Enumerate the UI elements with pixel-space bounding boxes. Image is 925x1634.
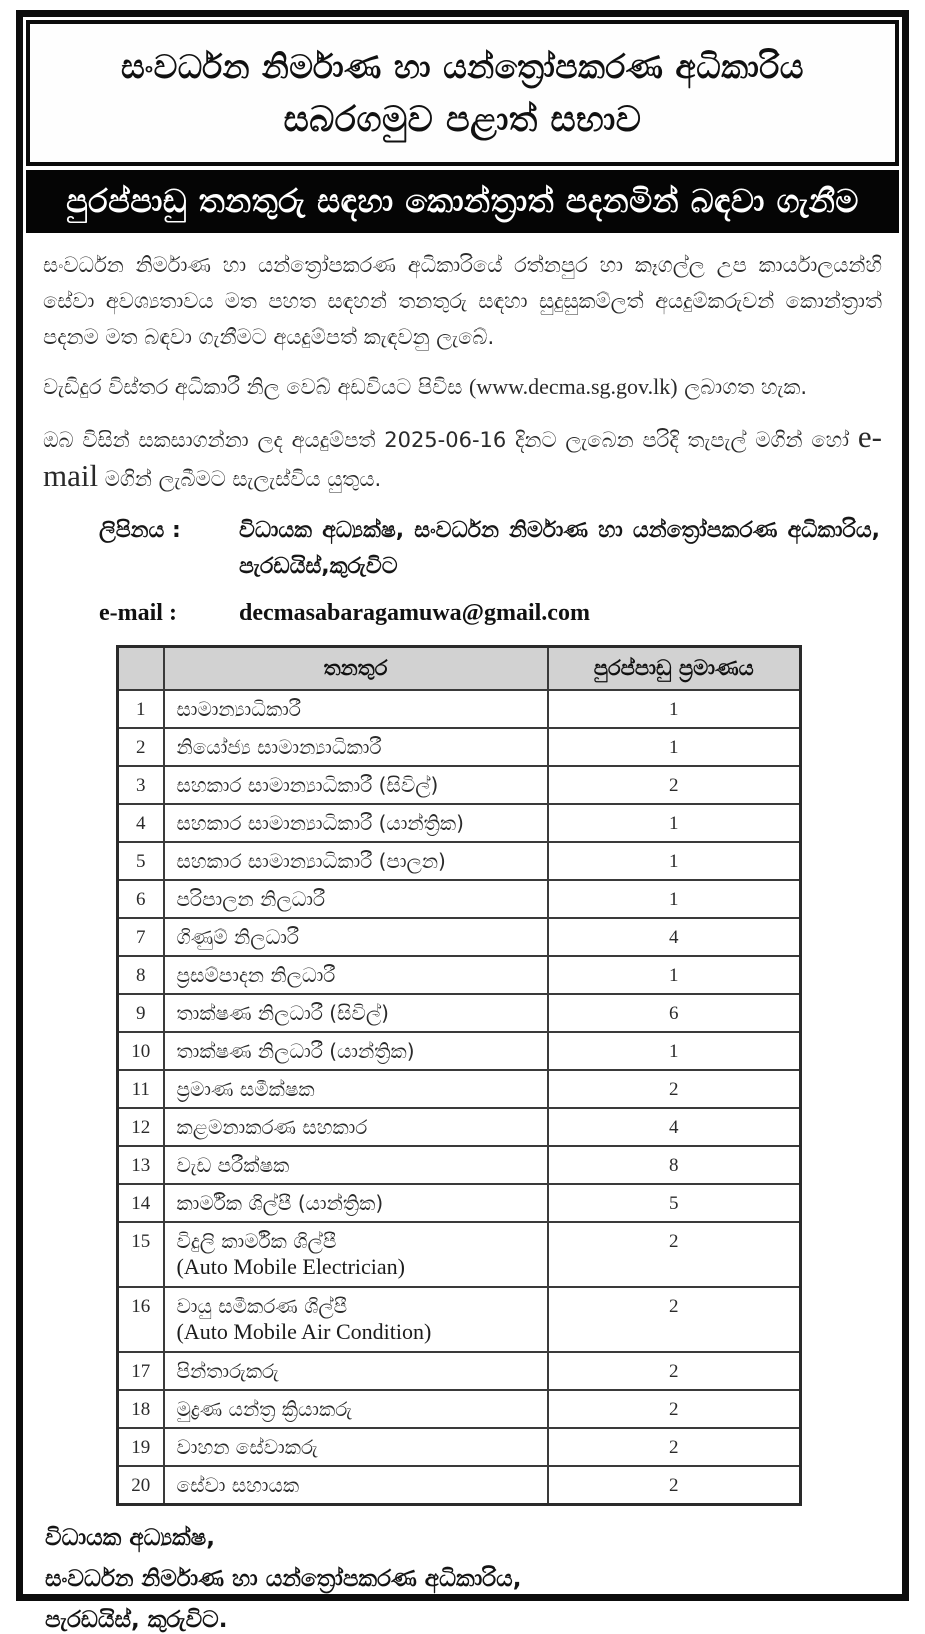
table-row [118, 1352, 801, 1390]
table-row [118, 1146, 801, 1184]
row-number: 7 [118, 918, 164, 956]
row-number: 18 [118, 1390, 164, 1428]
intro-paragraph [43, 247, 882, 355]
row-vacancies: 4 [548, 918, 801, 956]
row-vacancies: 1 [548, 690, 801, 728]
row-number: 12 [118, 1108, 164, 1146]
website-paragraph-prefix: වැඩිදුර විස්තර අධිකාරී නිල වෙබ් අඩවියට පිවිස [43, 375, 470, 399]
table-row [118, 842, 801, 880]
row-position: තාක්ෂණ නිලධාරී (සිවිල්) [164, 994, 548, 1032]
row-position: සහකාර සාමාන්‍යාධිකාරී (සිවිල්) [164, 766, 548, 804]
row-vacancies: 1 [548, 880, 801, 918]
intro-paragraph-text: සංවර්ධන නිර්මාණ හා යන්ත්‍රෝපකරණ අධිකාරියේ රත්නපුර හා කෑගල්ල උප කාර්යාලයන්හි සේවා අවශ්‍යතාවය මත පහත සඳහන් තනතුරු සඳහා සුදුසුකම්ලත් අයදුම්කරුවන් කොන්ත්‍රාත් පදනම මත බඳවා ගැනීමට අයදුම්පත් කැඳවනු ලැබේ. [43, 253, 882, 349]
address-value: විධායක අධ්‍යක්ෂ, සංවර්ධන නිර්මාණ හා යන්ත්‍රෝපකරණ අධිකාරිය, පැරඩයිස්,කුරුවිට [239, 518, 880, 579]
table-row [118, 1032, 801, 1070]
website-paragraph-suffix: ලබාගත හැක. [677, 375, 808, 399]
email-block [99, 600, 882, 627]
row-position: මුද්‍රණ යන්ත්‍ර ක්‍රියාකරු [164, 1390, 548, 1428]
row-vacancies: 1 [548, 1032, 801, 1070]
row-number: 16 [118, 1287, 164, 1352]
row-position: සහකාර සාමාන්‍යාධිකාරී (පාලන) [164, 842, 548, 880]
table-row [118, 1184, 801, 1222]
row-vacancies: 2 [548, 1466, 801, 1505]
document-content [23, 247, 902, 1634]
signature-block [45, 1524, 882, 1634]
document-border-frame [16, 10, 909, 1633]
row-position: ප්‍රසම්පාදන නිලධාරී [164, 956, 548, 994]
table-row [118, 994, 801, 1032]
row-number: 5 [118, 842, 164, 880]
row-vacancies: 2 [548, 1070, 801, 1108]
row-position: සහකාර සාමාන්‍යාධිකාරී (යාන්ත්‍රික) [164, 804, 548, 842]
signature-line-3: පැරඩයිස්, කුරුවිට. [45, 1607, 228, 1633]
row-vacancies: 2 [548, 1222, 801, 1287]
row-number: 6 [118, 880, 164, 918]
row-vacancies: 2 [548, 1390, 801, 1428]
header-box [26, 20, 899, 166]
row-vacancies: 5 [548, 1184, 801, 1222]
signature-line-1: විධායක අධ්‍යක්ෂ, [45, 1525, 215, 1551]
column-header-position: තනතුර [164, 647, 548, 691]
row-number: 20 [118, 1466, 164, 1505]
row-number: 9 [118, 994, 164, 1032]
row-position: වාහන සේවාකරු [164, 1428, 548, 1466]
row-number: 1 [118, 690, 164, 728]
address-block [99, 513, 882, 585]
table-row [118, 1390, 801, 1428]
email-word: e-mail [43, 419, 882, 493]
row-position: පරිපාලන නිලධාරී [164, 880, 548, 918]
row-position: පින්තාරුකරු [164, 1352, 548, 1390]
submission-paragraph-text1: ඔබ විසින් සකසාගන්නා ලද අයදුම්පත් 2025-06-16 දිනට ලැබෙන පරිදි තැපැල් මගින් හෝ [43, 428, 858, 452]
address-label: ලිපිනය : [99, 518, 181, 543]
signature-line-2: සංවර්ධන නිර්මාණ හා යන්ත්‍රෝපකරණ අධිකාරිය, [45, 1566, 522, 1592]
table-row [118, 1108, 801, 1146]
row-number: 13 [118, 1146, 164, 1184]
row-position-english: (Auto Mobile Air Condition) [176, 1319, 432, 1344]
table-row [118, 1287, 801, 1352]
table-row [118, 766, 801, 804]
email-address: decmasabaragamuwa@gmail.com [239, 600, 590, 626]
row-vacancies: 1 [548, 842, 801, 880]
submission-paragraph [43, 419, 882, 497]
row-vacancies: 2 [548, 1287, 801, 1352]
row-position: වැඩ පරීක්ෂක [164, 1146, 548, 1184]
website-url: (www.decma.sg.gov.lk) [469, 374, 678, 399]
table-row [118, 1428, 801, 1466]
row-position: සේවා සහායක [164, 1466, 548, 1505]
vacancy-banner-text: පුරප්පාඩු තනතුරු සඳහා කොන්ත්‍රාත් පදනමින් බඳවා ගැනීම [66, 182, 859, 220]
table-row [118, 690, 801, 728]
row-position: වායු සමීකරණ ශිල්පී (Auto Mobile Air Condition) [164, 1287, 548, 1352]
row-position: ප්‍රමාණ සමීක්ෂක [164, 1070, 548, 1108]
council-title: සබරගමුව පළාත් සභාව [283, 99, 642, 140]
row-position: සාමාන්‍යාධිකාරී [164, 690, 548, 728]
row-number: 4 [118, 804, 164, 842]
email-label: e-mail : [99, 600, 177, 626]
submission-paragraph-text2: මගින් ලැබීමට සැලැස්විය යුතුය. [98, 467, 382, 491]
row-number: 2 [118, 728, 164, 766]
row-number: 11 [118, 1070, 164, 1108]
row-number: 15 [118, 1222, 164, 1287]
table-row [118, 1466, 801, 1505]
table-row [118, 728, 801, 766]
row-vacancies: 6 [548, 994, 801, 1032]
table-row [118, 880, 801, 918]
table-row [118, 1222, 801, 1287]
row-position: ගිණුම් නිලධාරී [164, 918, 548, 956]
row-position: විදුලි කාර්මික ශිල්පී (Auto Mobile Electrician) [164, 1222, 548, 1287]
table-row [118, 804, 801, 842]
row-number: 17 [118, 1352, 164, 1390]
row-vacancies: 2 [548, 766, 801, 804]
row-vacancies: 1 [548, 804, 801, 842]
row-vacancies: 2 [548, 1428, 801, 1466]
row-vacancies: 4 [548, 1108, 801, 1146]
table-row [118, 918, 801, 956]
row-vacancies: 1 [548, 956, 801, 994]
row-position: තාක්ෂණ නිලධාරී (යාන්ත්‍රික) [164, 1032, 548, 1070]
column-header-number [118, 647, 164, 691]
column-header-vacancies: පුරප්පාඩු ප්‍රමාණය [548, 647, 801, 691]
row-position-english: (Auto Mobile Electrician) [176, 1254, 405, 1279]
table-header-row [118, 647, 801, 691]
row-position: කාර්මික ශිල්පී (යාන්ත්‍රික) [164, 1184, 548, 1222]
row-vacancies: 8 [548, 1146, 801, 1184]
vacancy-banner [26, 170, 899, 233]
row-number: 3 [118, 766, 164, 804]
vacancy-table [116, 645, 802, 1506]
row-position: නියෝජ්‍ය සාමාන්‍යාධිකාරී [164, 728, 548, 766]
row-number: 19 [118, 1428, 164, 1466]
row-number: 14 [118, 1184, 164, 1222]
row-vacancies: 1 [548, 728, 801, 766]
row-number: 8 [118, 956, 164, 994]
org-name-title: සංවර්ධන නිර්මාණ හා යන්ත්‍රෝපකරණ අධිකාරිය [120, 46, 805, 86]
row-position: කළමනාකරණ සහකාර [164, 1108, 548, 1146]
table-row [118, 1070, 801, 1108]
website-paragraph [43, 369, 882, 405]
row-number: 10 [118, 1032, 164, 1070]
table-row [118, 956, 801, 994]
row-vacancies: 2 [548, 1352, 801, 1390]
